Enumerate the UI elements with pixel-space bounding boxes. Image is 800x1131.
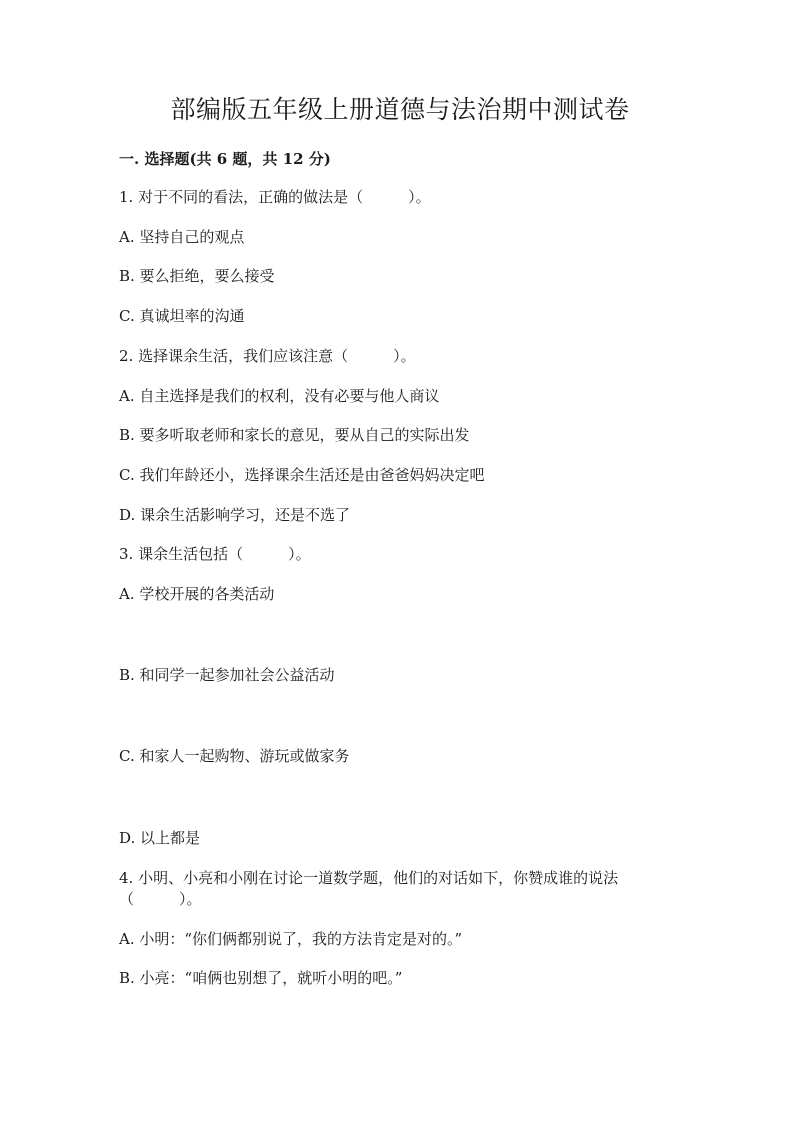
question-3-option-d: D. 以上都是: [119, 829, 201, 847]
question-3-stem: 3. 课余生活包括（ ）。: [119, 545, 311, 563]
question-1-option-c: C. 真诚坦率的沟通: [119, 307, 245, 325]
page-title: 部编版五年级上册道德与法治期中测试卷: [170, 95, 630, 124]
question-1-stem: 1. 对于不同的看法，正确的做法是（ ）。: [119, 188, 431, 206]
question-4-stem-continued: （ ）。: [119, 890, 202, 908]
question-4-option-a: A. 小明：“你们俩都别说了，我的方法肯定是对的。”: [119, 930, 463, 948]
question-4-option-b: B. 小亮：“咱俩也别想了，就听小明的吧。”: [119, 969, 403, 987]
question-3-option-b: B. 和同学一起参加社会公益活动: [119, 666, 335, 684]
section-heading: 一. 选择题(共 6 题，共 12 分): [119, 150, 331, 168]
question-4-stem: 4. 小明、小亮和小刚在讨论一道数学题，他们的对话如下，你赞成谁的说法: [119, 869, 619, 887]
question-2-option-b: B. 要多听取老师和家长的意见，要从自己的实际出发: [119, 426, 470, 444]
question-2-option-a: A. 自主选择是我们的权利，没有必要与他人商议: [119, 387, 440, 405]
question-3-option-c: C. 和家人一起购物、游玩或做家务: [119, 747, 350, 765]
question-3-option-a: A. 学校开展的各类活动: [119, 585, 275, 603]
question-2-stem: 2. 选择课余生活，我们应该注意（ ）。: [119, 347, 416, 365]
question-2-option-c: C. 我们年龄还小，选择课余生活还是由爸爸妈妈决定吧: [119, 466, 485, 484]
question-2-option-d: D. 课余生活影响学习，还是不选了: [119, 506, 351, 524]
question-1-option-a: A. 坚持自己的观点: [119, 228, 245, 246]
question-1-option-b: B. 要么拒绝，要么接受: [119, 267, 275, 285]
